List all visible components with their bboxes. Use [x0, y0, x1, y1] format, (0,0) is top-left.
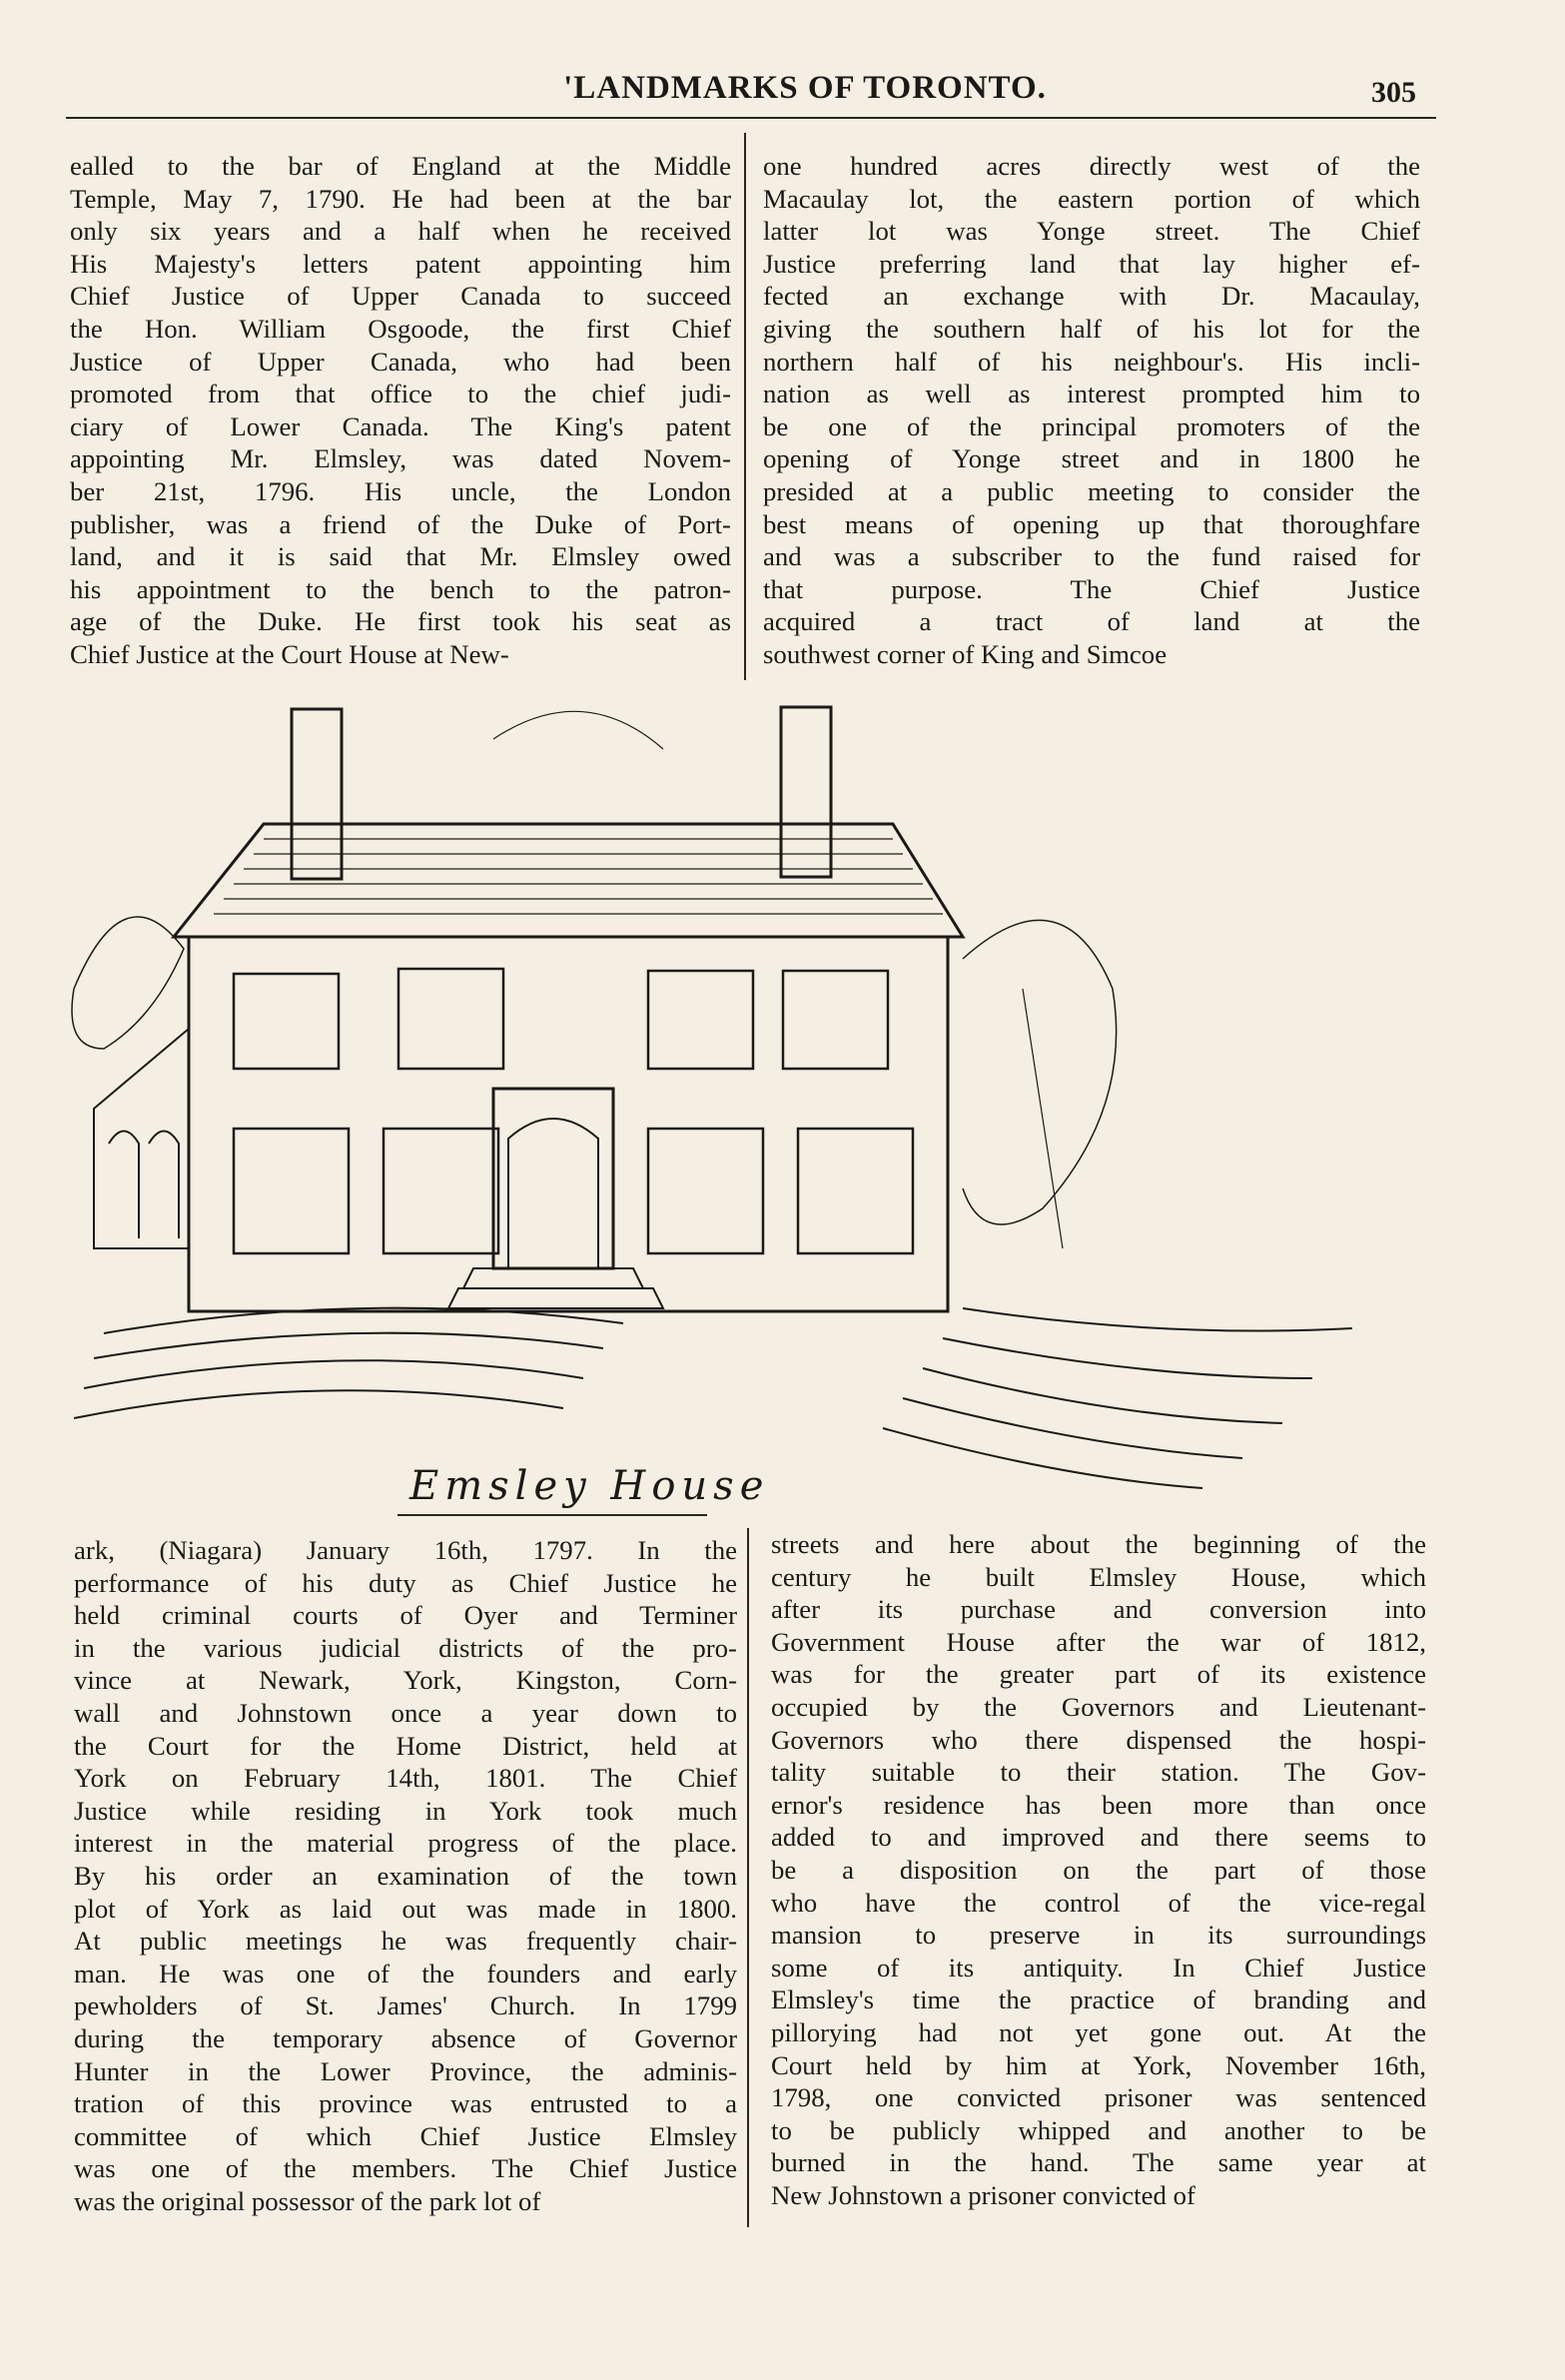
- text-line: and was a subscriber to the fund raised for: [763, 541, 1420, 572]
- text-line: giving the southern half of his lot for the: [763, 313, 1420, 344]
- text-column-top-right: [763, 150, 1420, 671]
- text-line: after its purchase and conversion into: [771, 1594, 1426, 1625]
- text-line: who have the control of the vice-regal: [771, 1887, 1426, 1918]
- text-line: during the temporary absence of Governor: [74, 2022, 737, 2053]
- text-line: Justice of Upper Canada, who had been: [70, 346, 731, 377]
- text-line: the Court for the Home District, held at: [74, 1730, 737, 1761]
- text-line: only six years and a half when he received: [70, 216, 731, 247]
- text-column-top-left: [70, 150, 731, 671]
- text-line: best means of opening up that thoroughfare: [763, 508, 1420, 539]
- column-divider-bottom: [747, 1528, 749, 2227]
- text-line: northern half of his neighbour's. His incli-: [763, 346, 1420, 377]
- column-divider-top: [744, 133, 746, 680]
- text-line: plot of York as laid out was made in 1800.: [74, 1893, 737, 1924]
- text-line: be one of the principal promoters of the: [763, 410, 1420, 441]
- house-engraving: [64, 689, 1382, 1518]
- text-line: Governors who there dispensed the hospi-: [771, 1724, 1426, 1755]
- text-line: ber 21st, 1796. His uncle, the London: [70, 475, 731, 506]
- text-line: 1798, one convicted prisoner was sentenced: [771, 2082, 1426, 2113]
- text-line: committee of which Chief Justice Elmsley: [74, 2120, 737, 2151]
- text-line: wall and Johnstown once a year down to: [74, 1697, 737, 1728]
- text-line: interest in the material progress of the place.: [74, 1828, 737, 1859]
- text-line: publisher, was a friend of the Duke of Port-: [70, 508, 731, 539]
- text-line: Temple, May 7, 1790. He had been at the bar: [70, 183, 731, 214]
- text-line: was one of the members. The Chief Justice: [74, 2153, 737, 2184]
- text-line: By his order an examination of the town: [74, 1860, 737, 1891]
- text-line: the Hon. William Osgoode, the first Chief: [70, 313, 731, 344]
- text-line: fected an exchange with Dr. Macaulay,: [763, 281, 1420, 312]
- text-line: Hunter in the Lower Province, the adminis-: [74, 2055, 737, 2086]
- text-line: opening of Yonge street and in 1800 he: [763, 443, 1420, 474]
- lawn-hatching: [74, 1308, 1352, 1488]
- text-line: one hundred acres directly west of the: [763, 151, 1420, 181]
- text-line: added to and improved and there seems to: [771, 1822, 1426, 1853]
- running-title: 'LANDMARKS OF TORONTO.: [563, 70, 1047, 106]
- text-line: land, and it is said that Mr. Elmsley owed: [70, 541, 731, 572]
- text-line: held criminal courts of Oyer and Terminer: [74, 1600, 737, 1631]
- text-line: was for the greater part of its existence: [771, 1659, 1426, 1690]
- text-line: Justice preferring land that lay higher ef-: [763, 248, 1420, 279]
- text-line: some of its antiquity. In Chief Justice: [771, 1952, 1426, 1983]
- text-line: At public meetings he was frequently chair-: [74, 1926, 737, 1957]
- text-line: in the various judicial districts of the pro-: [74, 1632, 737, 1663]
- text-line: Elmsley's time the practice of branding and: [771, 1984, 1426, 2015]
- page-number: 305: [1371, 76, 1416, 109]
- text-line: His Majesty's letters patent appointing him: [70, 248, 731, 279]
- text-line: promoted from that office to the chief judi-: [70, 379, 731, 409]
- text-line: Macaulay lot, the eastern portion of which: [763, 183, 1420, 214]
- text-line: age of the Duke. He first took his seat as: [70, 606, 731, 637]
- text-line: tration of this province was entrusted to a: [74, 2088, 737, 2119]
- text-line: mansion to preserve in its surroundings: [771, 1920, 1426, 1951]
- text-line: nation as well as interest prompted him to: [763, 379, 1420, 409]
- text-line: vince at Newark, York, Kingston, Corn-: [74, 1665, 737, 1696]
- text-line: Court held by him at York, November 16th,: [771, 2049, 1426, 2080]
- text-line: ernor's residence has been more than once: [771, 1789, 1426, 1820]
- page-header: [66, 62, 1436, 122]
- text-line: latter lot was Yonge street. The Chief: [763, 216, 1420, 247]
- text-line: to be publicly whipped and another to be: [771, 2114, 1426, 2145]
- text-line: man. He was one of the founders and early: [74, 1958, 737, 1988]
- text-line: ealled to the bar of England at the Middle: [70, 151, 731, 181]
- text-line: pillorying had not yet gone out. At the: [771, 2016, 1426, 2047]
- text-line: performance of his duty as Chief Justice he: [74, 1567, 737, 1598]
- illustration-caption: Emsley House: [409, 1463, 770, 1509]
- text-line: Chief Justice at the Court House at New-: [70, 638, 509, 669]
- text-line: New Johnstown a prisoner convicted of: [771, 2179, 1195, 2210]
- header-rule: [66, 117, 1436, 119]
- text-line: tality suitable to their station. The Gov-: [771, 1757, 1426, 1788]
- text-line: ciary of Lower Canada. The King's patent: [70, 410, 731, 441]
- caption-rule: [397, 1514, 707, 1516]
- text-column-bottom-left: [74, 1534, 737, 2217]
- text-line: century he built Elmsley House, which: [771, 1561, 1426, 1592]
- text-line: presided at a public meeting to consider the: [763, 475, 1420, 506]
- text-line: his appointment to the bench to the patron-: [70, 573, 731, 604]
- text-column-bottom-right: [771, 1528, 1426, 2211]
- text-line: Government House after the war of 1812,: [771, 1626, 1426, 1657]
- text-line: pewholders of St. James' Church. In 1799: [74, 1990, 737, 2021]
- text-line: southwest corner of King and Simcoe: [763, 638, 1168, 669]
- text-line: occupied by the Governors and Lieutenant-: [771, 1691, 1426, 1722]
- text-line: ark, (Niagara) January 16th, 1797. In the: [74, 1535, 737, 1565]
- text-line: streets and here about the beginning of the: [771, 1529, 1426, 1559]
- house-engraving-icon: [64, 689, 1382, 1518]
- text-line: Justice while residing in York took much: [74, 1795, 737, 1826]
- text-line: appointing Mr. Elmsley, was dated Novem-: [70, 443, 731, 474]
- text-line: burned in the hand. The same year at: [771, 2147, 1426, 2178]
- text-line: acquired a tract of land at the: [763, 606, 1420, 637]
- text-line: that purpose. The Chief Justice: [763, 573, 1420, 604]
- text-line: Chief Justice of Upper Canada to succeed: [70, 281, 731, 312]
- text-line: was the original possessor of the park lot of: [74, 2185, 541, 2216]
- text-line: be a disposition on the part of those: [771, 1854, 1426, 1885]
- text-line: York on February 14th, 1801. The Chief: [74, 1763, 737, 1794]
